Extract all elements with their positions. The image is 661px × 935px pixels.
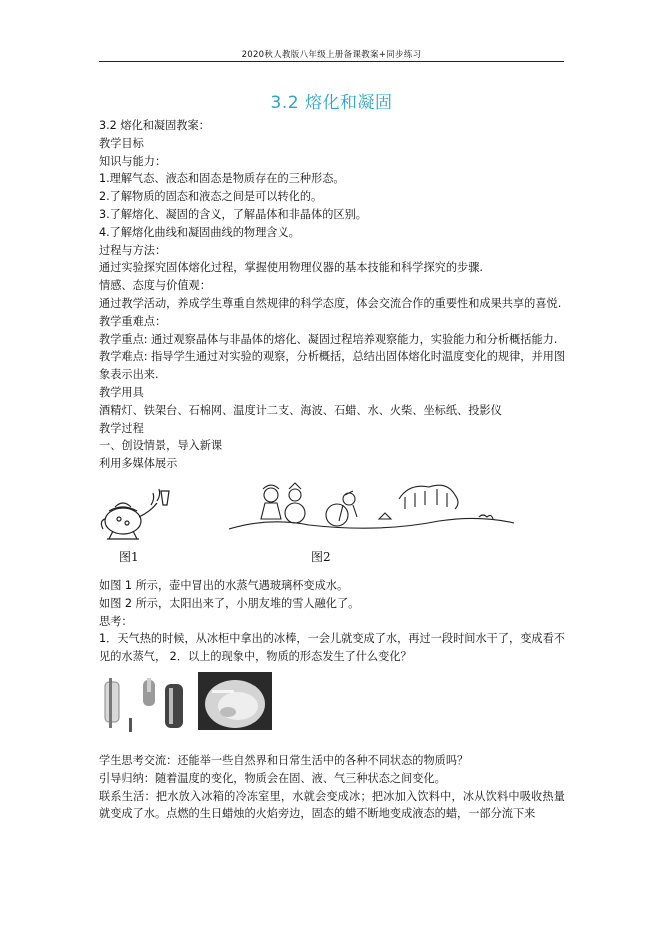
- heading-key-points: 教学重难点：: [99, 314, 167, 328]
- text-line: 通过实验探究固体熔化过程，掌握使用物理仪器的基本技能和科学探究的步骤.: [99, 261, 483, 275]
- paragraph-key-point: 教学重点: 通过观察晶体与非晶体的熔化、凝固过程培养观察能力，实验能力和分析概括能力.: [99, 332, 558, 346]
- text-line: 情感、态度与价值观：: [99, 279, 211, 293]
- snowman-illustration: [229, 473, 514, 535]
- kettle-illustration: [99, 481, 177, 543]
- text-line: 3.2 熔化和凝固教案：: [99, 119, 210, 132]
- ice-pop-photos: [99, 676, 189, 734]
- figure-row: [99, 473, 565, 577]
- text-line: 4.了解熔化曲线和凝固曲线的物理含义。: [99, 225, 300, 239]
- text-line: 酒精灯、铁架台、石棉网、温度计二支、海波、石蜡、水、火柴、坐标纸、投影仪: [99, 403, 502, 417]
- text-line: 教学过程: [99, 421, 144, 435]
- paragraph-think: 1．天气热的时候，从冰柜中拿出的冰棒，一会儿就变成了水，再过一段时间水干了，变成看不见的水蒸气， 2．以上的现象中，物质的形态发生了什么变化？: [99, 632, 565, 664]
- text-line: 利用多媒体展示: [99, 457, 178, 471]
- text-line: 教学用具: [99, 385, 144, 399]
- text-line: 1.理解气态、液态和固态是物质存在的三种形态。: [99, 172, 345, 186]
- text-line: 如图 1 所示，壶中冒出的水蒸气遇玻璃杯变成水。: [99, 578, 349, 592]
- text-line: 一、创设情景，导入新课: [99, 439, 223, 453]
- text-line: 思考：: [99, 614, 133, 628]
- figure-1-caption: 图1: [119, 549, 139, 564]
- text-line: 3.了解熔化、凝固的含义，了解晶体和非晶体的区别。: [99, 207, 367, 221]
- text-line: 如图 2 所示，太阳出来了，小朋友堆的雪人融化了。: [99, 596, 360, 610]
- photo-row: [99, 666, 565, 752]
- text-line: 学生思考交流：还能举一些自然界和日常生活中的各种不同状态的物质吗？: [99, 753, 469, 767]
- paragraph-emotion: 通过教学活动，养成学生尊重自然规律的科学态度，体会交流合作的重要性和成果共享的喜悦.: [99, 296, 562, 310]
- figure-2-caption: 图2: [311, 549, 331, 564]
- page-header: 2020秋人教版八年级上册备课教案+同步练习: [241, 50, 422, 60]
- header-rule: [99, 61, 564, 62]
- paragraph-difficult-point: 教学难点: 指导学生通过对实验的观察，分析概括，总结出固体熔化时温度变化的规律，并用图象表示出来.: [99, 350, 566, 382]
- document-body: [99, 117, 565, 823]
- text-line: 知识与能力：: [99, 154, 167, 168]
- text-line: 教学目标: [99, 136, 144, 150]
- page-title: 3.2 熔化和凝固: [270, 93, 393, 113]
- melting-ice-photo: [198, 672, 272, 730]
- text-line: 2.了解物质的固态和液态之间是可以转化的。: [99, 190, 323, 204]
- paragraph-life-connection: 联系生活：把水放入冰箱的冷冻室里，水就会变成冰；把冰加入饮料中，冰从饮料中吸收热量就变成了水。点燃的生日蜡烛的火焰旁边，固态的蜡不断地变成液态的蜡，一部分流下来: [99, 789, 565, 821]
- text-line: 过程与方法：: [99, 243, 167, 257]
- text-line: 引导归纳：随着温度的变化，物质会在固、液、气三种状态之间变化。: [99, 771, 446, 785]
